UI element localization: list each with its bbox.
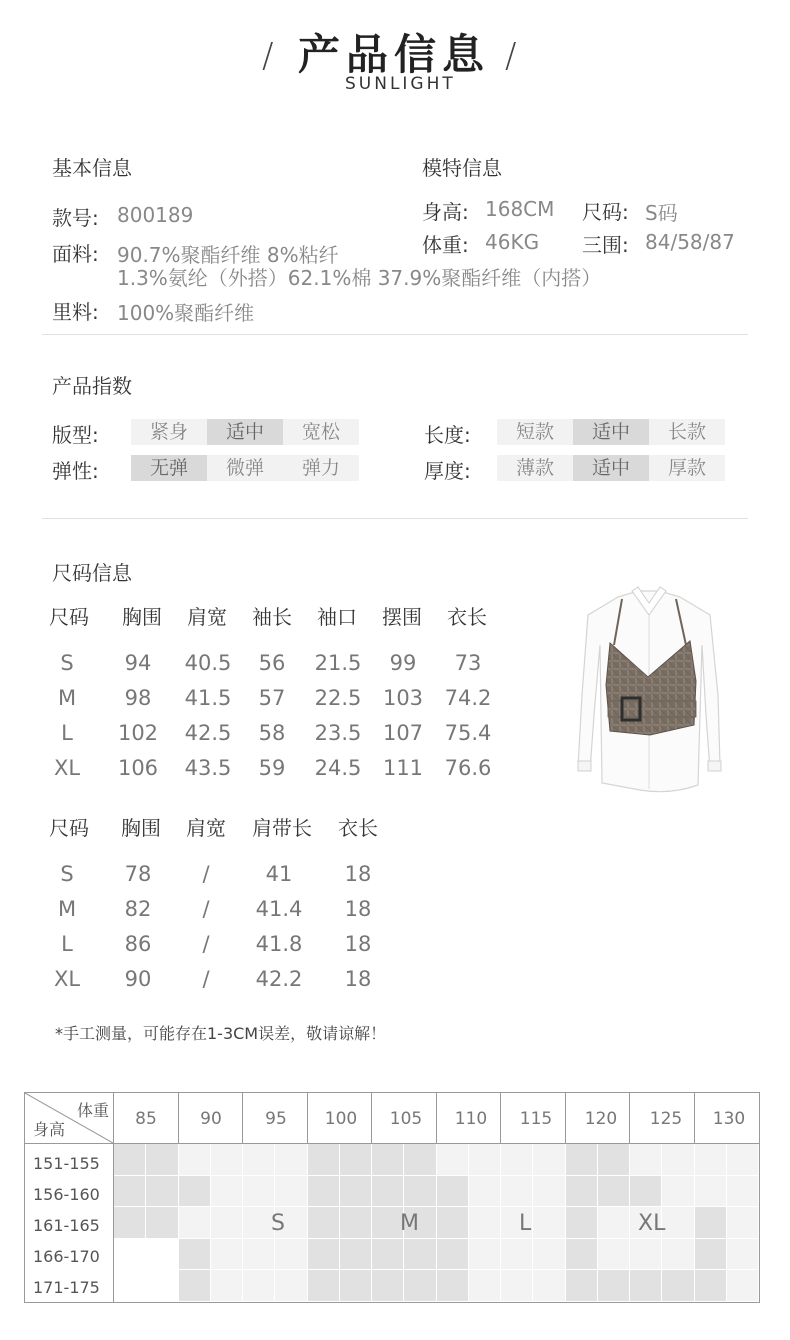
chart-cell	[501, 1144, 532, 1175]
column-divider	[307, 1093, 308, 1144]
table-cell: 40.5	[184, 651, 232, 675]
weight-130: 130	[712, 1109, 746, 1129]
chart-cell	[662, 1207, 693, 1238]
chart-cell	[404, 1176, 435, 1207]
chart-cell	[437, 1270, 468, 1301]
chart-cell	[275, 1239, 306, 1270]
fit-label: 版型:	[52, 423, 99, 447]
table-cell: L	[61, 932, 73, 956]
column-divider	[500, 1093, 501, 1144]
fit-option-loose: 宽松	[301, 421, 340, 443]
chart-cell	[404, 1144, 435, 1175]
table-cell: 57	[258, 686, 286, 710]
chart-cell	[598, 1144, 629, 1175]
table-cell: S	[60, 651, 74, 675]
table-cell: /	[202, 932, 210, 956]
chart-cell	[211, 1207, 242, 1238]
model-measure-value: 84/58/87	[645, 230, 735, 254]
chart-cell	[727, 1207, 758, 1238]
size-reference-chart	[24, 1092, 760, 1303]
chart-cell	[695, 1207, 726, 1238]
zone-label-m: M	[400, 1211, 419, 1236]
chart-cell	[275, 1270, 306, 1301]
chart-cell	[114, 1176, 145, 1207]
corner-weight-label: 体重	[76, 1101, 109, 1120]
chart-cell	[437, 1207, 468, 1238]
thickness-option-regular: 适中	[573, 455, 649, 481]
style-no-value: 800189	[117, 203, 194, 227]
model-size-value: S码	[645, 201, 678, 225]
model-measure-label: 三围:	[582, 233, 629, 257]
table-cell: 18	[344, 932, 372, 956]
column-divider	[371, 1093, 372, 1144]
height-171-175: 171-175	[33, 1278, 100, 1297]
fit-option-tight: 紧身	[149, 421, 188, 443]
model-size-label: 尺码:	[582, 200, 629, 224]
table-cell: 107	[382, 721, 424, 745]
table-cell: 24.5	[314, 756, 362, 780]
table-cell: 21.5	[314, 651, 362, 675]
chart-cell	[179, 1144, 210, 1175]
t1-header-shoulder: 肩宽	[187, 605, 227, 629]
table-cell: 18	[344, 897, 372, 921]
chart-cell	[501, 1270, 532, 1301]
chart-cell	[243, 1239, 274, 1270]
t1-header-hem: 摆围	[382, 605, 422, 629]
table-cell: 43.5	[184, 756, 232, 780]
t2-header-bust: 胸围	[121, 816, 161, 840]
chart-cell	[372, 1144, 403, 1175]
chart-cell	[372, 1207, 403, 1238]
height-156-160: 156-160	[33, 1185, 100, 1204]
chart-cell	[469, 1239, 500, 1270]
thickness-label: 厚度:	[424, 459, 471, 483]
table-cell: 106	[117, 756, 159, 780]
t2-header-size: 尺码	[49, 816, 89, 840]
table-cell: 42.2	[255, 967, 303, 991]
model-weight-label: 体重:	[422, 233, 469, 257]
table-cell: M	[57, 897, 77, 921]
chart-cell	[533, 1239, 564, 1270]
chart-cell	[695, 1176, 726, 1207]
table-cell: 58	[258, 721, 286, 745]
chart-cell	[469, 1144, 500, 1175]
chart-corner	[25, 1093, 113, 1143]
chart-cell	[340, 1207, 371, 1238]
lining-label: 里料:	[52, 300, 99, 324]
chart-cell	[340, 1270, 371, 1301]
chart-cell	[727, 1270, 758, 1301]
thickness-option-thick: 厚款	[667, 457, 706, 479]
chart-cell	[533, 1176, 564, 1207]
chart-cell	[662, 1239, 693, 1270]
chart-cell	[533, 1270, 564, 1301]
column-divider	[436, 1093, 437, 1144]
page-title: 产品信息	[298, 30, 491, 79]
chart-cell	[372, 1176, 403, 1207]
product-image	[560, 585, 740, 805]
lining-value: 100%聚酯纤维	[117, 301, 255, 325]
chart-cell	[501, 1239, 532, 1270]
header-slash-right: /	[505, 36, 517, 76]
chart-cell	[308, 1144, 339, 1175]
chart-cell	[179, 1207, 210, 1238]
fit-option-regular: 适中	[207, 419, 283, 445]
chart-cell	[566, 1144, 597, 1175]
chart-cell	[114, 1207, 145, 1238]
weight-110: 110	[454, 1109, 488, 1129]
table-cell: 90	[124, 967, 152, 991]
table-cell: /	[202, 897, 210, 921]
chart-cell	[695, 1270, 726, 1301]
chart-cell	[469, 1176, 500, 1207]
chart-cell	[630, 1144, 661, 1175]
t1-header-cuff: 袖口	[317, 605, 357, 629]
chart-cell	[211, 1270, 242, 1301]
chart-cell	[340, 1176, 371, 1207]
chart-cell	[146, 1144, 177, 1175]
chart-cell	[404, 1239, 435, 1270]
product-index-heading: 产品指数	[52, 374, 132, 398]
chart-cell	[727, 1176, 758, 1207]
chart-cell	[598, 1176, 629, 1207]
weight-115: 115	[519, 1109, 553, 1129]
chart-cell	[340, 1144, 371, 1175]
chart-cell	[566, 1239, 597, 1270]
length-option-regular: 适中	[573, 419, 649, 445]
chart-cell	[146, 1239, 177, 1270]
fabric-value-line1: 90.7%聚酯纤维 8%粘纤	[117, 243, 339, 267]
chart-cell	[469, 1270, 500, 1301]
t1-header-size: 尺码	[49, 605, 89, 629]
chart-cell	[372, 1239, 403, 1270]
chart-cell	[598, 1239, 629, 1270]
chart-cell	[308, 1239, 339, 1270]
table-cell: 18	[344, 967, 372, 991]
weight-125: 125	[649, 1109, 683, 1129]
chart-cell	[695, 1239, 726, 1270]
table-cell: 42.5	[184, 721, 232, 745]
column-divider	[694, 1093, 695, 1144]
table-cell: 23.5	[314, 721, 362, 745]
fabric-label: 面料:	[52, 242, 99, 266]
thickness-option-thin: 薄款	[515, 457, 554, 479]
table-cell: /	[202, 967, 210, 991]
length-option-short: 短款	[515, 421, 554, 443]
column-divider	[629, 1093, 630, 1144]
chart-cell	[146, 1176, 177, 1207]
table-cell: /	[202, 862, 210, 886]
chart-cell	[308, 1207, 339, 1238]
table-cell: 41.4	[255, 897, 303, 921]
chart-cell	[662, 1176, 693, 1207]
chart-cell	[211, 1176, 242, 1207]
t1-header-sleeve-length: 袖长	[252, 605, 292, 629]
shirt-with-plaid-vest-icon	[560, 585, 740, 805]
table-cell: S	[60, 862, 74, 886]
model-height-value: 168CM	[485, 197, 555, 221]
weight-95: 95	[265, 1109, 287, 1129]
t2-header-strap-length: 肩带长	[252, 816, 312, 840]
model-info-heading: 模特信息	[422, 156, 502, 180]
chart-cell	[566, 1176, 597, 1207]
elasticity-option-stretch: 弹力	[301, 457, 340, 479]
basic-info-heading: 基本信息	[52, 156, 132, 180]
length-option-long: 长款	[667, 421, 706, 443]
chart-cell	[179, 1239, 210, 1270]
elasticity-option-none: 无弹	[131, 455, 207, 481]
height-151-155: 151-155	[33, 1154, 100, 1173]
table-cell: XL	[53, 967, 81, 991]
chart-cell	[727, 1144, 758, 1175]
table-cell: 86	[124, 932, 152, 956]
zone-label-l: L	[519, 1211, 532, 1236]
chart-cell	[566, 1207, 597, 1238]
column-divider	[565, 1093, 566, 1144]
chart-cell	[211, 1239, 242, 1270]
table-cell: 99	[389, 651, 417, 675]
table-cell: 75.4	[444, 721, 492, 745]
weight-100: 100	[324, 1109, 358, 1129]
chart-cell	[275, 1176, 306, 1207]
weight-85: 85	[135, 1109, 157, 1129]
chart-cell	[243, 1144, 274, 1175]
table-cell: 41	[265, 862, 293, 886]
table-cell: 73	[454, 651, 482, 675]
chart-cell	[437, 1239, 468, 1270]
chart-cell	[243, 1207, 274, 1238]
chart-cell	[146, 1207, 177, 1238]
header-slash-left: /	[262, 36, 274, 76]
table-cell: 76.6	[444, 756, 492, 780]
weight-105: 105	[389, 1109, 423, 1129]
chart-cell	[404, 1270, 435, 1301]
model-weight-value: 46KG	[485, 230, 540, 254]
table-cell: L	[61, 721, 73, 745]
chart-cell	[662, 1270, 693, 1301]
table-cell: 59	[258, 756, 286, 780]
chart-cell	[598, 1207, 629, 1238]
chart-cell	[598, 1270, 629, 1301]
table-cell: 102	[117, 721, 159, 745]
height-161-165: 161-165	[33, 1216, 100, 1235]
table-cell: M	[57, 686, 77, 710]
table-cell: 41.5	[184, 686, 232, 710]
t2-header-length: 衣长	[338, 816, 378, 840]
table-cell: 98	[124, 686, 152, 710]
chart-cell	[533, 1207, 564, 1238]
weight-120: 120	[584, 1109, 618, 1129]
chart-cell	[114, 1239, 145, 1270]
size-info-heading: 尺码信息	[52, 561, 132, 585]
table-cell: 78	[124, 862, 152, 886]
chart-cell	[114, 1144, 145, 1175]
elasticity-label: 弹性:	[52, 459, 99, 483]
table-cell: 74.2	[444, 686, 492, 710]
t2-header-shoulder: 肩宽	[186, 816, 226, 840]
table-cell: XL	[53, 756, 81, 780]
chart-cell	[437, 1176, 468, 1207]
chart-cell	[533, 1144, 564, 1175]
t1-header-length: 衣长	[447, 605, 487, 629]
chart-cell	[243, 1176, 274, 1207]
chart-cell	[179, 1176, 210, 1207]
chart-cell	[630, 1239, 661, 1270]
chart-cell	[308, 1176, 339, 1207]
measurement-note: *手工测量，可能存在1-3CM误差，敬请谅解！	[55, 1024, 387, 1043]
chart-cell	[372, 1270, 403, 1301]
chart-cell	[340, 1239, 371, 1270]
chart-cell	[308, 1270, 339, 1301]
fabric-value-line2: 1.3%氨纶（外搭）62.1%棉 37.9%聚酯纤维（内搭）	[117, 266, 602, 290]
chart-cell	[275, 1144, 306, 1175]
chart-cell	[211, 1144, 242, 1175]
table-cell: 56	[258, 651, 286, 675]
chart-cell	[630, 1176, 661, 1207]
zone-label-xl: XL	[638, 1211, 666, 1236]
chart-cell	[469, 1207, 500, 1238]
model-height-label: 身高:	[422, 200, 469, 224]
elasticity-option-slight: 微弹	[225, 457, 264, 479]
table-cell: 111	[382, 756, 424, 780]
chart-cell	[662, 1144, 693, 1175]
chart-cell	[146, 1270, 177, 1301]
chart-cell	[243, 1270, 274, 1301]
divider-2	[42, 518, 748, 519]
table-cell: 82	[124, 897, 152, 921]
chart-cell	[695, 1144, 726, 1175]
weight-90: 90	[200, 1109, 222, 1129]
table-cell: 41.8	[255, 932, 303, 956]
table-cell: 94	[124, 651, 152, 675]
length-label: 长度:	[424, 423, 471, 447]
zone-label-s: S	[271, 1211, 285, 1236]
column-divider	[242, 1093, 243, 1144]
column-divider	[178, 1093, 179, 1144]
chart-cell	[501, 1176, 532, 1207]
chart-cell	[437, 1144, 468, 1175]
height-166-170: 166-170	[33, 1247, 100, 1266]
corner-height-label: 身高	[33, 1120, 66, 1139]
table-cell: 22.5	[314, 686, 362, 710]
chart-cell	[630, 1270, 661, 1301]
chart-cell	[179, 1270, 210, 1301]
t1-header-bust: 胸围	[122, 605, 162, 629]
table-cell: 18	[344, 862, 372, 886]
style-no-label: 款号:	[52, 206, 99, 230]
page-subtitle: SUNLIGHT	[345, 74, 456, 94]
chart-cell	[114, 1270, 145, 1301]
divider-1	[42, 334, 748, 335]
chart-cell	[727, 1239, 758, 1270]
chart-cell	[566, 1270, 597, 1301]
table-cell: 103	[382, 686, 424, 710]
